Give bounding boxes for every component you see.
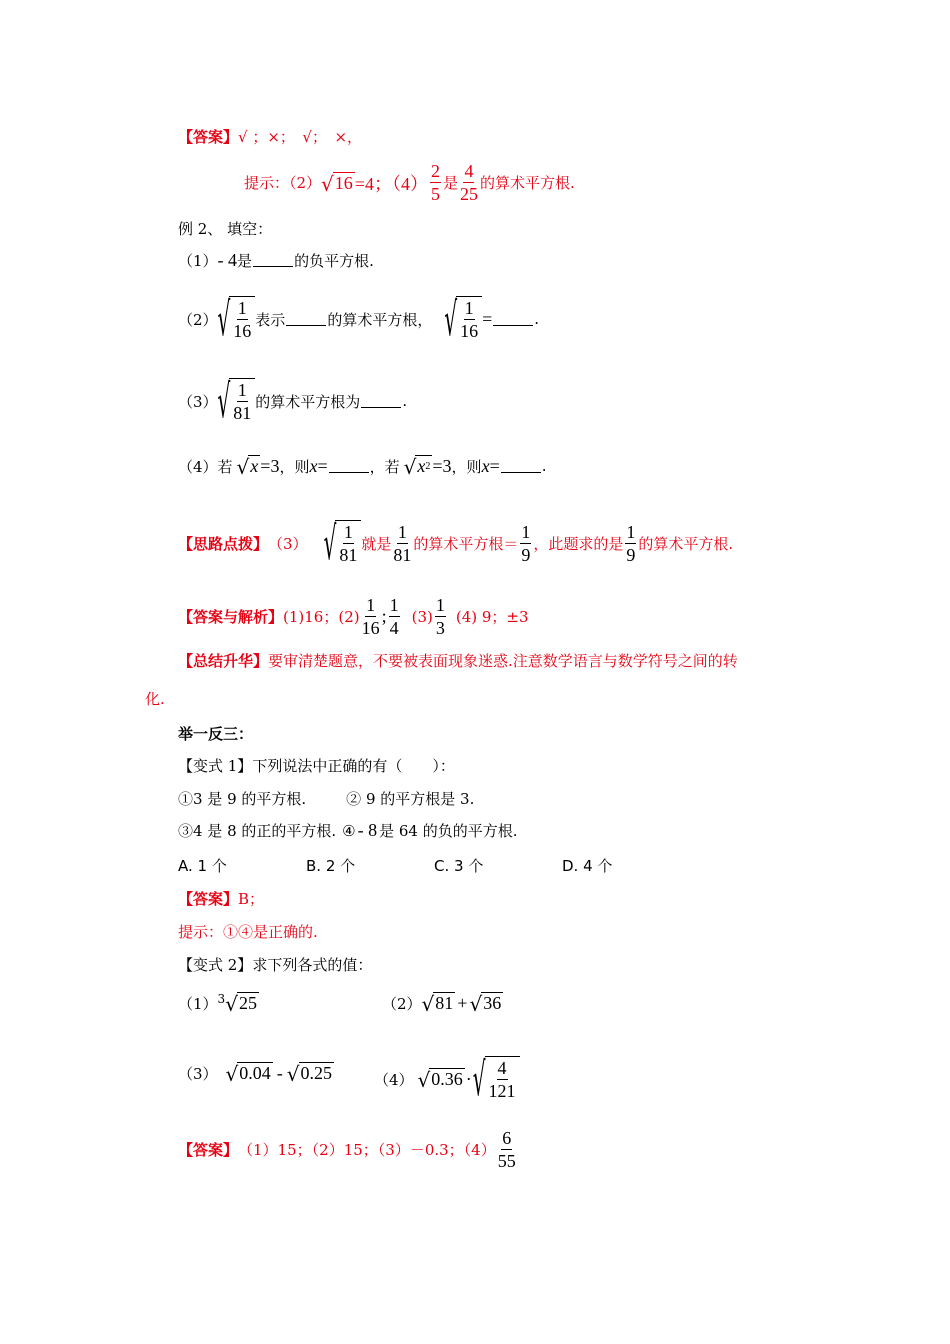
sqrt-fraction: √ $\frac{1}{16}$ — [444, 296, 482, 342]
choice-b[interactable]: B. 2 个 — [306, 857, 356, 875]
denominator: 81 — [339, 545, 358, 565]
answer-tag: 【答案与解析】 — [178, 608, 284, 626]
question-text: 的算术平方根， — [327, 310, 433, 329]
variable-x: x — [417, 456, 426, 476]
question-text: 表示 — [255, 310, 286, 329]
answer-text: (4) 9；±3 — [455, 608, 529, 626]
question-number: （1） — [178, 994, 218, 1013]
denominator: 121 — [488, 1081, 516, 1101]
math-value: - 4 — [217, 250, 238, 270]
radicand: 0.04 — [239, 1063, 271, 1083]
summary-text: 化. — [145, 690, 165, 708]
question-text: ，则 — [279, 457, 310, 476]
summary-text: 要审清楚题意，不要被表面现象迷惑.注意数学语言与数学符号之间的转 — [268, 652, 738, 670]
question-text: 的算术平方根为 — [255, 392, 361, 411]
numerator: 1 — [521, 521, 531, 542]
statement-4-marker: ④ — [342, 821, 356, 840]
hint-line-2 — [178, 515, 734, 571]
denominator: 16 — [460, 321, 479, 341]
denominator: 3 — [435, 618, 445, 638]
numerator: 1 — [389, 595, 399, 615]
fraction — [498, 1127, 516, 1172]
sqrt-expression: √ 0.25 — [286, 1062, 333, 1086]
question-text: ，若 — [369, 457, 400, 476]
fraction — [393, 521, 411, 566]
dot-operator: · — [465, 1068, 472, 1089]
variation-2 — [178, 954, 372, 975]
variable-x: x — [481, 455, 490, 476]
answer-text: √ ；×； √； ×， — [238, 128, 363, 146]
denominator: 9 — [626, 544, 636, 565]
denominator: 9 — [521, 544, 531, 565]
variations-title — [178, 723, 253, 744]
question-number: （3） — [178, 1064, 218, 1083]
statement-4: 是 64 的负的平方根. — [379, 822, 518, 840]
hint-text: =4；（4） — [354, 173, 428, 194]
numerator: 1 — [237, 380, 247, 400]
hint-text: ，此题求的是 — [533, 534, 624, 553]
fraction — [625, 521, 636, 566]
numerator: 1 — [626, 521, 636, 542]
answer-text: （1）15；（2）15；（3）－0.3；（4） — [238, 1141, 496, 1159]
variation-2-q2 — [382, 992, 503, 1014]
options-row-1 — [178, 788, 474, 809]
math-value: - 8 — [357, 820, 378, 840]
answer-text: (1)16；(2) — [283, 608, 360, 626]
sqrt-expression: √ 16 — [321, 171, 353, 196]
example-title-text: 例 2、 填空： — [178, 220, 273, 238]
options-row-2 — [178, 820, 518, 841]
fraction — [389, 594, 400, 639]
answer-tag: 【答案】 — [178, 128, 239, 146]
denominator: 55 — [497, 1151, 516, 1171]
radicand: 16 — [334, 172, 353, 193]
fraction — [520, 521, 531, 566]
denominator: 4 — [389, 618, 399, 638]
variation-1 — [178, 755, 455, 776]
sqrt-fraction: √ $\frac{4}{121}$ — [473, 1056, 520, 1102]
numerator: 1 — [397, 521, 407, 542]
equals-sign: = — [482, 308, 493, 329]
variation-2-q1 — [178, 992, 259, 1014]
fraction — [460, 160, 478, 205]
variation-1-answer — [178, 888, 264, 909]
question-text: 是 — [237, 252, 253, 270]
question-text: ，则 — [451, 457, 482, 476]
question-text: 的负平方根. — [294, 252, 374, 270]
answer-blank[interactable] — [361, 395, 401, 408]
variations-title-text: 举一反三： — [178, 725, 254, 743]
answer-tag: 【答案】 — [178, 1141, 239, 1159]
variable-x: x — [250, 456, 259, 476]
denominator: 81 — [393, 544, 412, 565]
radicand: 0.36 — [431, 1069, 463, 1089]
numerator: 2 — [430, 161, 440, 181]
question-text: （4）若 — [178, 457, 233, 476]
statement-3: ③4 是 8 的正的平方根. — [178, 822, 337, 840]
hint-text: 的算术平方根. — [479, 174, 575, 192]
sqrt-expression: √ 81 — [421, 992, 454, 1016]
numerator: 1 — [237, 298, 247, 318]
separator: ; — [381, 606, 387, 626]
variation-text: 下列说法中正确的有（ ）： — [252, 757, 455, 775]
summary-tag: 【总结升华】 — [178, 652, 269, 670]
radicand: 36 — [483, 993, 502, 1013]
denominator: 16 — [361, 618, 380, 638]
sqrt-x: √ x — [236, 455, 259, 479]
hint-text: 提示：①④是正确的. — [178, 923, 318, 941]
question-number: （2） — [382, 994, 422, 1013]
exponent: 2 — [425, 461, 431, 472]
sqrt-expression: √ 0.36 — [417, 1068, 463, 1092]
denominator: 81 — [233, 403, 252, 423]
variation-2-q4 — [374, 1051, 520, 1107]
question-number: （4） — [374, 1070, 414, 1089]
hint-text: 是 — [442, 174, 458, 192]
choices-row — [178, 855, 612, 876]
sqrt-x-squared: √ x 2 — [403, 455, 431, 479]
question-text: . — [534, 310, 540, 328]
fraction — [435, 594, 446, 639]
question-3 — [178, 373, 408, 429]
choice-a[interactable]: A. 1 个 — [178, 857, 227, 875]
choice-c[interactable]: C. 3 个 — [434, 857, 484, 875]
question-text: . — [541, 457, 547, 475]
sqrt-expression: √ 36 — [469, 992, 502, 1016]
equals-sign: = — [317, 455, 328, 476]
fraction — [430, 160, 441, 205]
question-4 — [178, 455, 547, 477]
answer-blank[interactable] — [253, 254, 293, 267]
summary-line-2 — [145, 688, 165, 709]
answer-blank[interactable] — [286, 313, 326, 326]
numerator: 1 — [343, 522, 353, 542]
sqrt-fraction: √ $\frac{1}{81}$ — [218, 378, 256, 424]
denominator: 16 — [233, 321, 252, 341]
variation-text: 求下列各式的值： — [252, 956, 373, 974]
hint-line-1 — [244, 160, 575, 205]
hint-tag: 【思路点拨】 — [178, 534, 269, 553]
statement-1: ①3 是 9 的平方根. — [178, 790, 307, 808]
variation-tag: 【变式 2】 — [178, 956, 253, 974]
radicand: 81 — [435, 993, 454, 1013]
numerator: 1 — [366, 595, 376, 615]
variable-x: x — [309, 455, 318, 476]
question-2 — [178, 291, 540, 347]
variation-2-answer — [178, 1127, 518, 1172]
question-1 — [178, 250, 374, 271]
equals-three: =3 — [432, 455, 452, 476]
question-number: （2） — [178, 310, 218, 329]
summary-line-1 — [178, 650, 738, 671]
question-number: （1） — [178, 252, 218, 270]
variation-2-q3 — [178, 1062, 334, 1084]
variation-tag: 【变式 1】 — [178, 757, 253, 775]
variation-1-hint — [178, 921, 318, 942]
answer-tag: 【答案】 — [178, 890, 239, 908]
minus-sign: - — [276, 1062, 283, 1083]
numerator: 1 — [435, 595, 445, 615]
answer-text: (3) — [411, 607, 433, 626]
numerator: 6 — [502, 1128, 512, 1148]
question-number: （3） — [178, 392, 218, 411]
answer-text: B； — [238, 890, 265, 908]
statement-2: ② 9 的平方根是 3. — [346, 790, 475, 808]
equals-sign: = — [489, 455, 500, 476]
radicand: 25 — [238, 993, 257, 1013]
answer-analysis — [178, 594, 529, 639]
denominator: 25 — [459, 184, 478, 204]
hint-text: 的算术平方根＝ — [413, 534, 519, 553]
example-title — [178, 218, 272, 239]
root-index: 3 — [217, 992, 226, 1006]
radicand: 0.25 — [300, 1063, 333, 1083]
numerator: 4 — [497, 1058, 507, 1078]
answer-blank[interactable] — [493, 313, 533, 326]
numerator: 1 — [464, 298, 474, 318]
sqrt-expression: √ 0.04 — [225, 1062, 271, 1086]
question-text: . — [402, 392, 408, 410]
hint-text: （3） — [268, 534, 308, 553]
answer-blank[interactable] — [329, 460, 369, 473]
numerator: 4 — [464, 161, 474, 181]
answer-line-1 — [178, 126, 362, 147]
hint-text: 就是 — [361, 534, 392, 553]
sqrt-fraction: √ $\frac{1}{16}$ — [218, 296, 256, 342]
cube-root: √ 25 — [225, 992, 257, 1016]
choice-d[interactable]: D. 4 个 — [562, 857, 613, 875]
hint-text: 提示：（2） — [244, 174, 322, 192]
fraction — [362, 594, 380, 639]
sqrt-fraction: √ $\frac{1}{81}$ — [324, 520, 362, 566]
answer-blank[interactable] — [501, 460, 541, 473]
plus-sign: + — [457, 992, 468, 1013]
hint-text: 的算术平方根. — [638, 534, 734, 553]
denominator: 5 — [430, 184, 440, 204]
equals-three: =3 — [260, 455, 280, 476]
